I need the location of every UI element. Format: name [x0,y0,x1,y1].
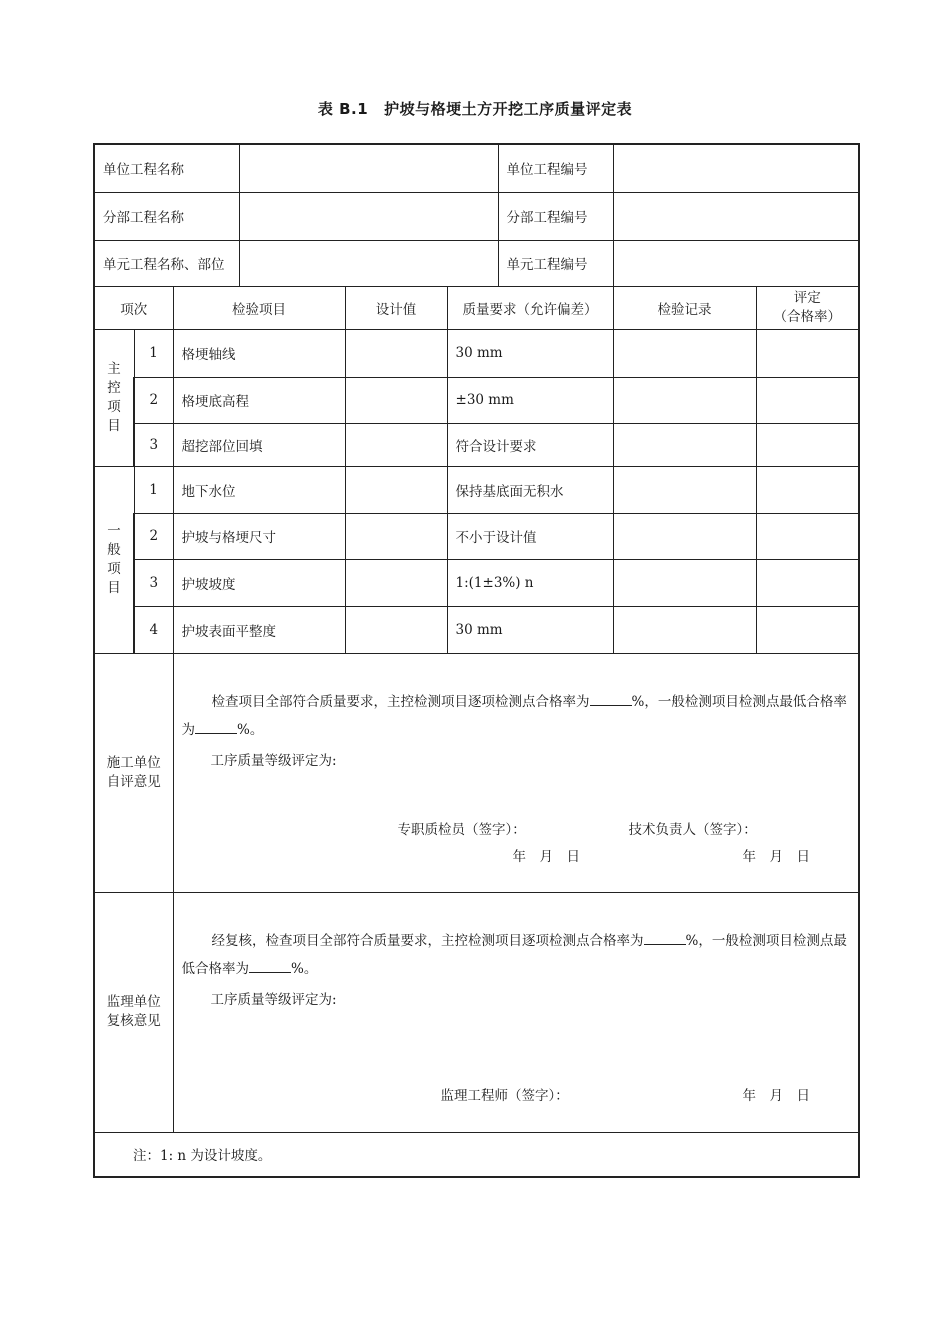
row-requirement: 保持基底面无积水 [447,466,613,513]
row-item: 护坡与格埂尺寸 [173,513,345,559]
row-rating[interactable] [756,466,859,513]
row-rating[interactable] [756,423,859,466]
row-requirement: 不小于设计值 [447,513,613,559]
row-item: 护坡表面平整度 [173,606,345,653]
row-item: 超挖部位回填 [173,423,345,466]
unit-project-name-label: 单位工程名称 [94,144,239,192]
unit-project-no-label: 单位工程编号 [498,144,613,192]
table-row [94,423,859,466]
footnote: 注：1: n 为设计坡度。 [94,1132,859,1177]
header-row-element [94,240,859,286]
row-item: 地下水位 [173,466,345,513]
supervision-opinion-row [94,892,859,1132]
row-record[interactable] [613,559,756,606]
col-seq: 项次 [94,286,173,329]
inspector-signature-label: 专职质检员（签字）： [397,821,526,838]
engineer-signature-label: 监理工程师（签字）： [440,1087,569,1104]
row-design-value[interactable] [345,513,447,559]
row-requirement: 30 mm [447,606,613,653]
row-record[interactable] [613,329,756,377]
main-group-label: 主 控 项 目 [94,329,134,466]
row-no: 2 [134,513,173,559]
main-pass-rate-blank[interactable] [644,930,686,945]
row-no: 3 [134,559,173,606]
row-design-value[interactable] [345,606,447,653]
table-row [94,559,859,606]
construction-label: 施工单位 自评意见 [94,653,173,892]
row-requirement: 符合设计要求 [447,423,613,466]
row-item: 格埂底高程 [173,377,345,423]
row-rating[interactable] [756,377,859,423]
general-group-label: 一 般 项 目 [94,466,134,653]
construction-grade-line: 工序质量等级评定为: [210,752,337,769]
column-header-row [94,286,859,329]
col-record: 检验记录 [613,286,756,329]
row-requirement: 30 mm [447,329,613,377]
construction-opinion [173,653,859,892]
row-record[interactable] [613,377,756,423]
row-record[interactable] [613,466,756,513]
main-pass-rate-blank[interactable] [590,691,632,706]
table-row [94,606,859,653]
form-title [0,98,950,119]
row-item: 格埂轴线 [173,329,345,377]
row-design-value[interactable] [345,329,447,377]
table-row [94,513,859,559]
row-record[interactable] [613,423,756,466]
row-design-value[interactable] [345,559,447,606]
tech-lead-signature-label: 技术负责人（签字）： [628,821,757,838]
construction-opinion-row [94,653,859,892]
supervision-label: 监理单位 复核意见 [94,892,173,1132]
supervision-grade-line: 工序质量等级评定为: [210,991,337,1008]
sub-project-no-value[interactable] [613,192,859,240]
quality-assessment-table [93,143,860,1178]
note-row [94,1132,859,1177]
row-design-value[interactable] [345,377,447,423]
form-title-text: 护坡与格埂土方开挖工序质量评定表 [384,100,633,118]
col-rating-line2: （合格率） [773,308,842,325]
row-record[interactable] [613,513,756,559]
header-row-unit [94,144,859,192]
row-no: 2 [134,377,173,423]
engineer-date: 年 月 日 [742,1087,810,1104]
table-row [94,466,859,513]
table-row [94,377,859,423]
row-record[interactable] [613,606,756,653]
supervision-opinion [173,892,859,1132]
table-row [94,329,859,377]
supervision-statement: 经复核，检查项目全部符合质量要求，主控检测项目逐项检测点合格率为 %，一般检测项目检测点最低合格率为 %。 [182,927,851,983]
row-no: 4 [134,606,173,653]
form-code: 表 B.1 [317,100,369,118]
row-rating[interactable] [756,559,859,606]
element-project-no-label: 单元工程编号 [498,240,613,286]
row-requirement: 1:(1±3%) n [447,559,613,606]
col-requirement: 质量要求（允许偏差） [447,286,613,329]
general-min-pass-rate-blank[interactable] [195,719,237,734]
col-rating [756,286,859,329]
element-project-no-value[interactable] [613,240,859,286]
sub-project-name-label: 分部工程名称 [94,192,239,240]
row-rating[interactable] [756,329,859,377]
row-design-value[interactable] [345,466,447,513]
row-rating[interactable] [756,513,859,559]
row-item: 护坡坡度 [173,559,345,606]
row-rating[interactable] [756,606,859,653]
col-design-value: 设计值 [345,286,447,329]
sub-project-name-value[interactable] [239,192,498,240]
element-project-name-label: 单元工程名称、部位 [94,240,239,286]
general-min-pass-rate-blank[interactable] [249,958,291,973]
row-design-value[interactable] [345,423,447,466]
tech-lead-date: 年 月 日 [742,848,810,865]
sub-project-no-label: 分部工程编号 [498,192,613,240]
col-item: 检验项目 [173,286,345,329]
header-row-sub [94,192,859,240]
row-requirement: ±30 mm [447,377,613,423]
col-rating-line1: 评定 [793,289,821,306]
construction-statement: 检查项目全部符合质量要求，主控检测项目逐项检测点合格率为 %，一般检测项目检测点最低合格率为 %。 [182,688,851,744]
row-no: 3 [134,423,173,466]
unit-project-name-value[interactable] [239,144,498,192]
unit-project-no-value[interactable] [613,144,859,192]
inspector-date: 年 月 日 [512,848,580,865]
row-no: 1 [134,329,173,377]
row-no: 1 [134,466,173,513]
element-project-name-value[interactable] [239,240,498,286]
